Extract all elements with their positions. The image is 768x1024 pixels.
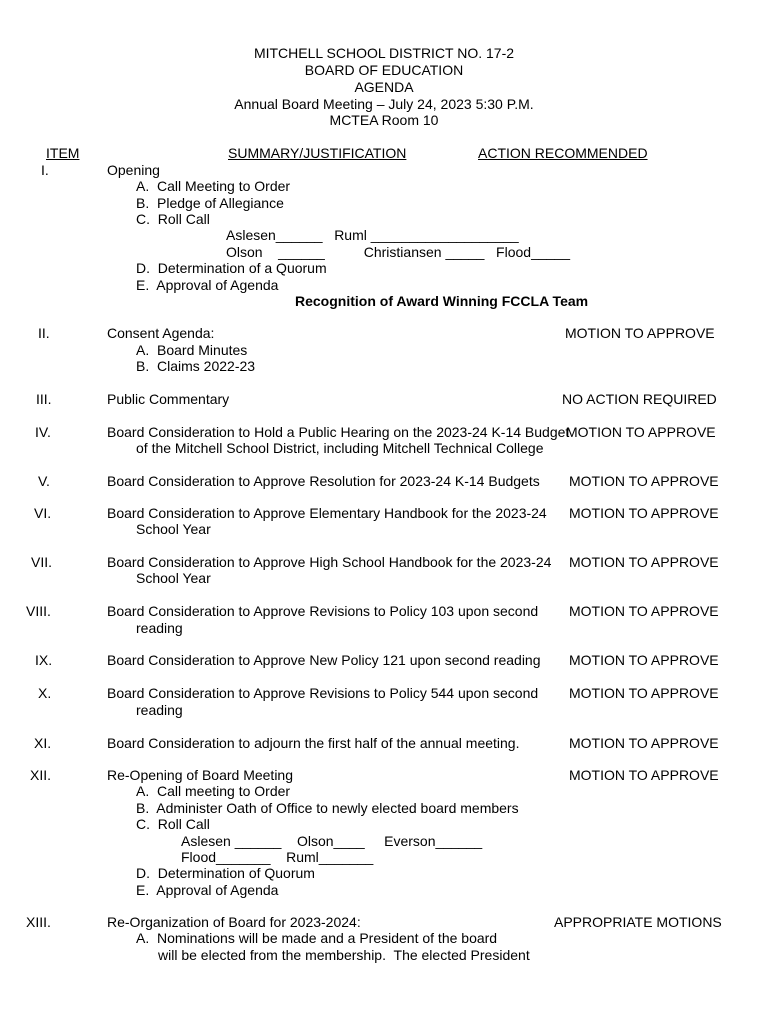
item-description: Board Consideration to Approve Revisions to Policy 103 upon second <box>107 603 539 619</box>
roll-call-line: Olson ______ Christiansen _____ Flood_____ <box>226 244 570 260</box>
column-action: ACTION RECOMMENDED <box>478 145 648 161</box>
item-number: VII. <box>31 554 53 570</box>
sub-item: A. Board Minutes <box>136 342 248 358</box>
meeting-info: Annual Board Meeting – July 24, 2023 5:30 P.M. <box>234 96 534 112</box>
item-description: Board Consideration to Approve High School Handbook for the 2023-24 <box>107 554 552 570</box>
action-recommended: MOTION TO APPROVE <box>569 767 719 783</box>
sub-item: A. Call meeting to Order <box>136 783 291 799</box>
item-description-cont: reading <box>136 702 183 718</box>
sub-item-cont: will be elected from the membership. The elected President <box>158 947 530 963</box>
action-recommended: MOTION TO APPROVE <box>569 685 719 701</box>
item-number: III. <box>36 391 52 407</box>
roll-call-line: Aslesen______ Ruml ___________________ <box>226 227 519 243</box>
sub-item: D. Determination of a Quorum <box>136 260 327 276</box>
item-number: XI. <box>34 735 52 751</box>
district-name: MITCHELL SCHOOL DISTRICT NO. 17-2 <box>253 45 515 61</box>
item-description-cont: School Year <box>136 521 211 537</box>
item-description: Board Consideration to adjourn the first half of the annual meeting. <box>107 735 520 751</box>
item-number: IX. <box>35 652 53 668</box>
item-number: IV. <box>35 424 51 440</box>
item-description: Board Consideration to Approve Elementary Handbook for the 2023-24 <box>107 505 547 521</box>
item-description: Board Consideration to Approve Resolution for 2023-24 K-14 Budgets <box>107 473 540 489</box>
roll-call-line: Aslesen ______ Olson____ Everson______ <box>181 833 483 849</box>
item-number: X. <box>38 685 52 701</box>
sub-item: C. Roll Call <box>136 816 210 832</box>
sub-item: B. Administer Oath of Office to newly elected board members <box>136 800 519 816</box>
item-description: Board Consideration to Approve Revisions to Policy 544 upon second <box>107 685 539 701</box>
recognition-note: Recognition of Award Winning FCCLA Team <box>295 293 589 309</box>
item-number: VI. <box>34 505 52 521</box>
action-recommended: APPROPRIATE MOTIONS <box>554 914 722 930</box>
sub-item: B. Claims 2022-23 <box>136 358 256 374</box>
action-recommended: MOTION TO APPROVE <box>569 473 719 489</box>
action-recommended: MOTION TO APPROVE <box>569 554 719 570</box>
sub-item: C. Roll Call <box>136 211 210 227</box>
sub-item: E. Approval of Agenda <box>136 277 279 293</box>
item-description: Board Consideration to Hold a Public Hearing on the 2023-24 K-14 Budget <box>107 424 570 440</box>
item-number: VIII. <box>26 603 51 619</box>
board-name: BOARD OF EDUCATION <box>304 62 464 78</box>
meeting-location: MCTEA Room 10 <box>329 112 439 128</box>
item-description-cont: School Year <box>136 570 211 586</box>
item-description-cont: reading <box>136 620 183 636</box>
item-number: I. <box>41 162 49 178</box>
action-recommended: MOTION TO APPROVE <box>565 325 715 341</box>
column-item: ITEM <box>46 145 80 161</box>
roll-call-line: Flood_______ Ruml_______ <box>181 849 374 865</box>
action-recommended: MOTION TO APPROVE <box>569 505 719 521</box>
action-recommended: MOTION TO APPROVE <box>566 424 716 440</box>
action-recommended: MOTION TO APPROVE <box>569 652 719 668</box>
item-number: XIII. <box>26 914 51 930</box>
item-number: XII. <box>30 767 52 783</box>
document-type: AGENDA <box>354 79 414 95</box>
item-description: Board Consideration to Approve New Policy 121 upon second reading <box>107 652 541 668</box>
action-recommended: MOTION TO APPROVE <box>569 735 719 751</box>
action-recommended: NO ACTION REQUIRED <box>562 391 717 407</box>
action-recommended: MOTION TO APPROVE <box>569 603 719 619</box>
sub-item: B. Pledge of Allegiance <box>136 195 284 211</box>
item-number: II. <box>38 325 50 341</box>
sub-item: D. Determination of Quorum <box>136 865 315 881</box>
item-number: V. <box>38 473 50 489</box>
item-title: Opening <box>107 162 160 178</box>
sub-item: A. Nominations will be made and a President of the board <box>136 930 498 946</box>
item-title: Re-Organization of Board for 2023-2024: <box>107 914 361 930</box>
item-title: Consent Agenda: <box>107 325 215 341</box>
item-title: Re-Opening of Board Meeting <box>107 767 293 783</box>
item-description-cont: of the Mitchell School District, including Mitchell Technical College <box>136 440 544 456</box>
sub-item: A. Call Meeting to Order <box>136 178 291 194</box>
column-summary: SUMMARY/JUSTIFICATION <box>228 145 407 161</box>
sub-item: E. Approval of Agenda <box>136 882 279 898</box>
item-title: Public Commentary <box>107 391 230 407</box>
